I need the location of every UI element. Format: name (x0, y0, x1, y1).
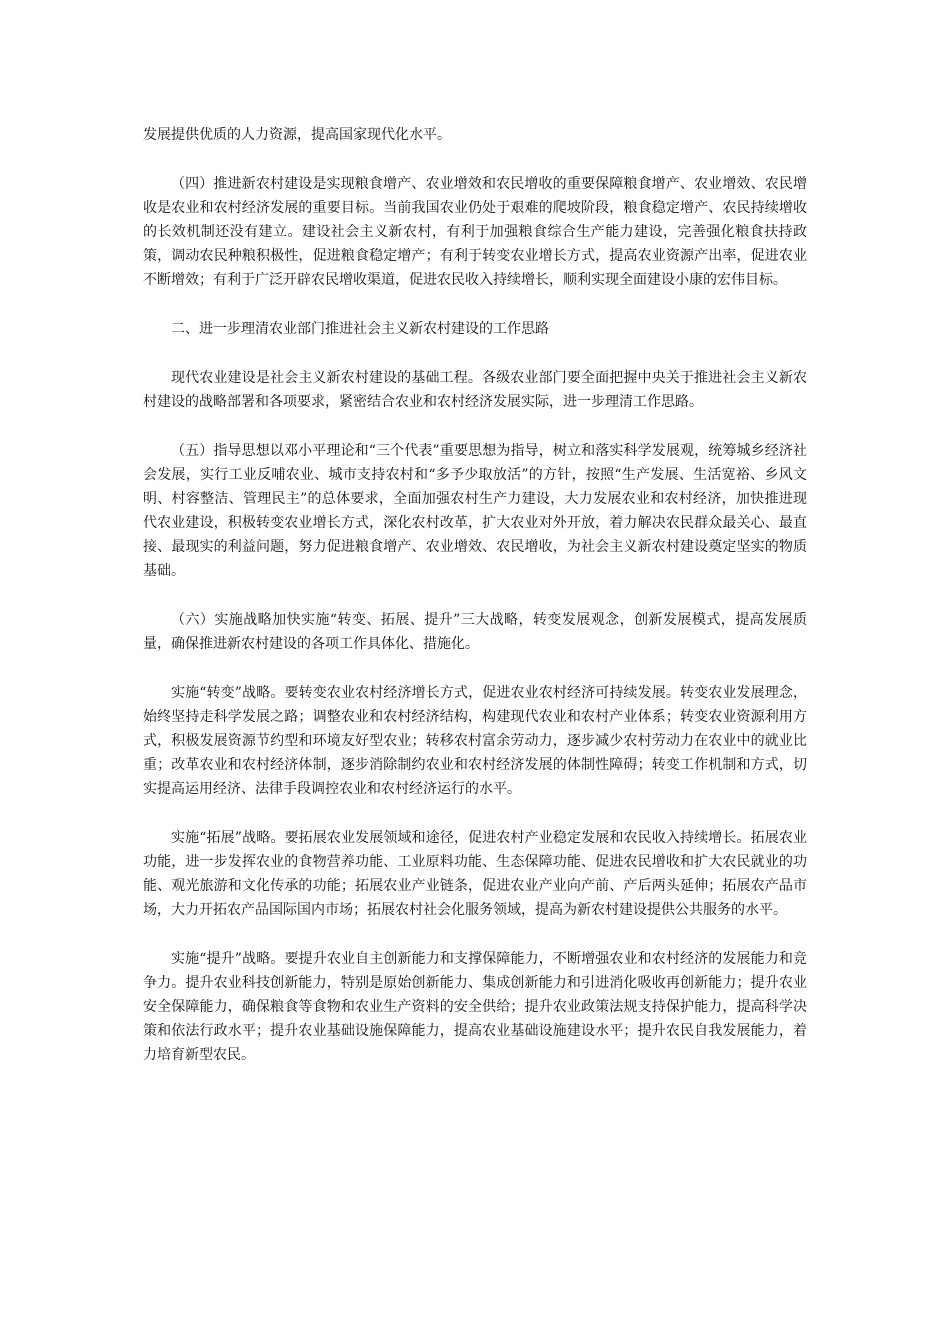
paragraph-expand-strategy: 实施“拓展”战略。要拓展农业发展领域和途径，促进农村产业稳定发展和农民收入持续增长。拓展农业功能，进一步发挥农业的食物营养功能、工业原料功能、生态保障功能、促进农民增收和扩大农民就业的功能、观光旅游和文化传承的功能；拓展农业产业链条，促进农业产业向产前、产后两头延伸；拓展农产品市场，大力开拓农产品国际国内市场；拓展农村社会化服务领域，提高为新农村建设提供公共服务的水平。 (143, 830, 807, 918)
paragraph-section-5: （五）指导思想以邓小平理论和“三个代表”重要思想为指导，树立和落实科学发展观，统筹城乡经济社会发展，实行工业反哺农业、城市支持农村和“多予少取放活”的方针，按照“生产发展、生活宽裕、乡风文明、村容整洁、管理民主”的总体要求，全面加强农村生产力建设，大力发展农业和农村经济，加快推进现代农业建设，积极转变农业增长方式，深化农村改革，扩大农业对外开放，着力解决农民群众最关心、最直接、最现实的利益问题，努力促进粮食增产、农业增效、农民增收，为社会主义新农村建设奠定坚实的物质基础。 (143, 443, 807, 579)
paragraph-section-6: （六）实施战略加快实施“转变、拓展、提升”三大战略，转变发展观念，创新发展模式，提高发展质量，确保推进新农村建设的各项工作具体化、措施化。 (143, 612, 807, 652)
paragraph-transform-strategy: 实施“转变”战略。要转变农业农村经济增长方式，促进农业农村经济可持续发展。转变农业发展理念，始终坚持走科学发展之路；调整农业和农村经济结构，构建现代农业和农村产业体系；转变农业资源利用方式，积极发展资源节约型和环境友好型农业；转移农村富余劳动力，逐步减少农村劳动力在农业中的就业比重；改革农业和农村经济体制，逐步消除制约农业和农村经济发展的体制性障碍；转变工作机制和方式，切实提高运用经济、法律手段调控农业和农村经济运行的水平。 (143, 685, 807, 797)
paragraph-upgrade-strategy: 实施“提升”战略。要提升农业自主创新能力和支撑保障能力，不断增强农业和农村经济的发展能力和竞争力。提升农业科技创新能力，特别是原始创新能力、集成创新能力和引进消化吸收再创新能力；提升农业安全保障能力，确保粮食等食物和农业生产资料的安全供给；提升农业政策法规支持保护能力，提高科学决策和依法行政水平；提升农业基础设施保障能力，提高农业基础设施建设水平；提升农民自我发展能力，着力培育新型农民。 (143, 951, 807, 1063)
paragraph-section-4: （四）推进新农村建设是实现粮食增产、农业增效和农民增收的重要保障粮食增产、农业增效、农民增收是农业和农村经济发展的重要目标。当前我国农业仍处于艰难的爬坡阶段，粮食稳定增产、农民持续增收的长效机制还没有建立。建设社会主义新农村，有利于加强粮食综合生产能力建设，完善强化粮食扶持政策，调动农民种粮积极性，促进粮食稳定增产；有利于转变农业增长方式，提高农业资源产出率，促进农业不断增效；有利于广泛开辟农民增收渠道，促进农民收入持续增长，顺利实现全面建设小康的宏伟目标。 (143, 176, 807, 288)
section-heading-2: 二、进一步理清农业部门推进社会主义新农村建设的工作思路 (171, 321, 549, 337)
paragraph-intro: 现代农业建设是社会主义新农村建设的基础工程。各级农业部门要全面把握中央关于推进社会主义新农村建设的战略部署和各项要求，紧密结合农业和农村经济发展实际，进一步理清工作思路。 (143, 370, 807, 410)
paragraph-continuation: 发展提供优质的人力资源，提高国家现代化水平。 (143, 127, 451, 143)
document-body (143, 123, 807, 1092)
